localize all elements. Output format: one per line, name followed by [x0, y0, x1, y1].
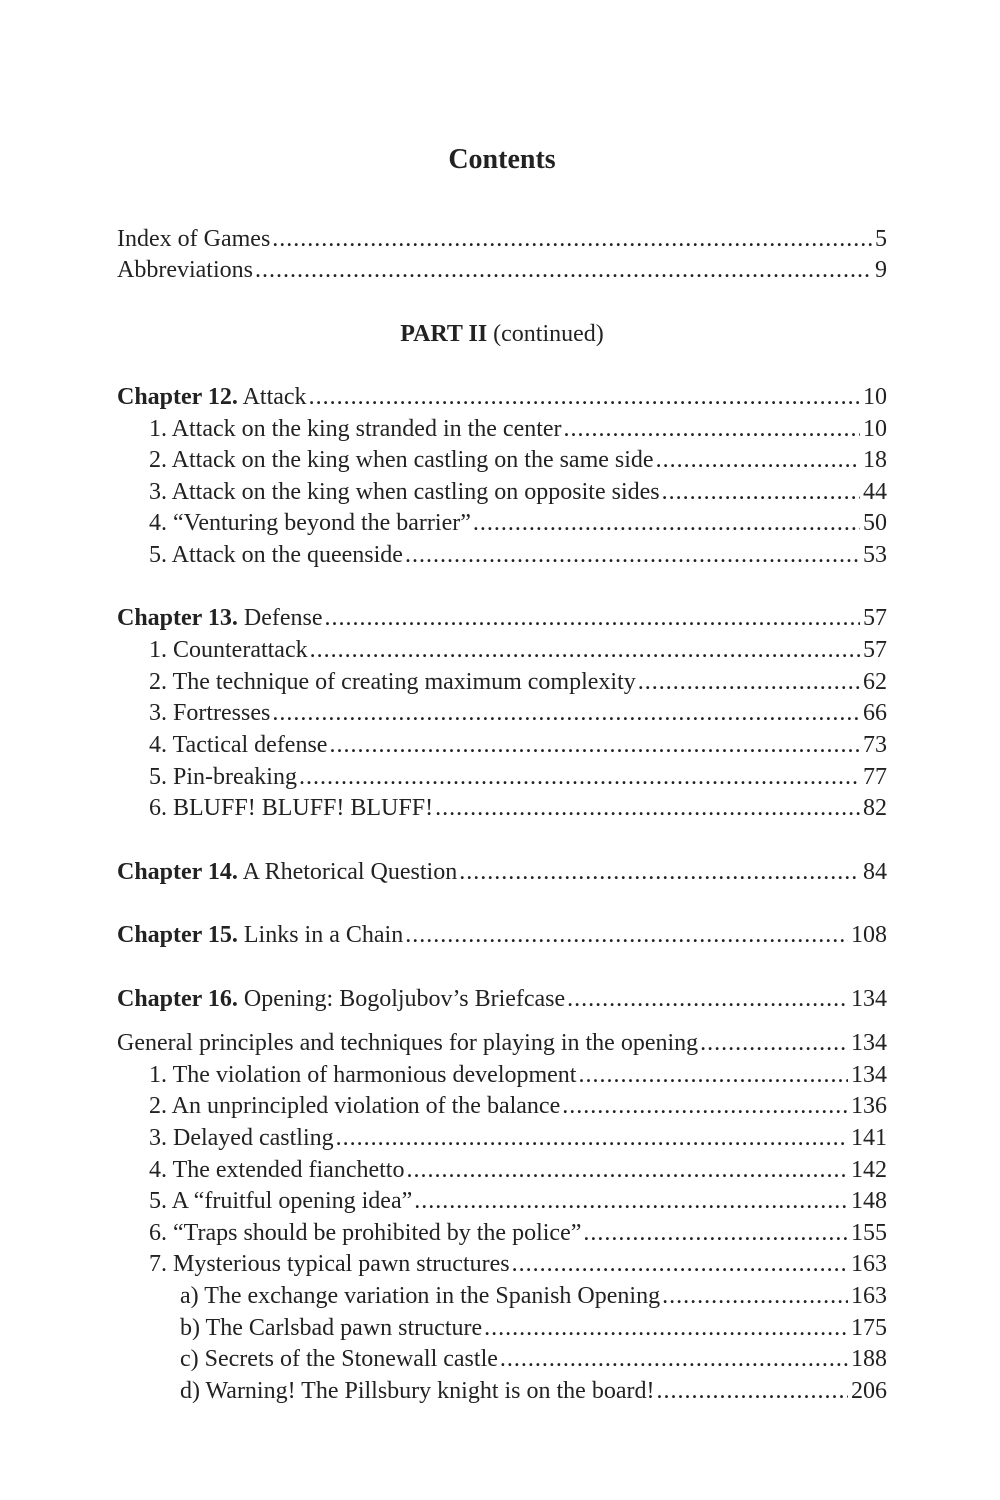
toc-page-number: 53 — [863, 542, 887, 568]
chapter-number: Chapter 12. — [117, 384, 238, 410]
toc-chapter-14[interactable] — [117, 856, 887, 888]
toc-section-label: 2. An unprincipled violation of the balance — [149, 1093, 561, 1119]
dot-leader — [414, 1185, 848, 1217]
toc-page-number: 141 — [851, 1125, 887, 1151]
toc-section[interactable] — [117, 444, 887, 476]
toc-entry-abbreviations[interactable] — [117, 254, 887, 286]
toc-chapter-label — [117, 602, 323, 634]
part-note: (continued) — [493, 321, 604, 347]
toc-subsection-label: c) Secrets of the Stonewall castle — [180, 1346, 498, 1372]
toc-section-label: 1. Attack on the king stranded in the center — [149, 416, 562, 442]
toc-section-label: 6. “Traps should be prohibited by the police” — [149, 1220, 582, 1246]
toc-page-number: 10 — [863, 416, 887, 442]
toc-section[interactable] — [117, 761, 887, 793]
toc-section-label: 4. “Venturing beyond the barrier” — [149, 510, 471, 536]
toc-chapter-label — [117, 856, 457, 888]
toc-chapter-13[interactable] — [117, 602, 887, 634]
toc-page-number: 206 — [851, 1378, 887, 1404]
toc-page-number: 9 — [875, 257, 887, 283]
toc-page-number: 163 — [851, 1283, 887, 1309]
toc-entry-label: Index of Games — [117, 226, 271, 252]
chapter-number: Chapter 13. — [117, 605, 238, 631]
chapter-number: Chapter 15. — [117, 922, 238, 948]
chapter-title: A Rhetorical Question — [242, 859, 458, 885]
toc-section[interactable] — [117, 413, 887, 445]
toc-section-label: 3. Fortresses — [149, 700, 271, 726]
toc-section[interactable] — [117, 666, 887, 698]
toc-page-number: 5 — [875, 226, 887, 252]
toc-section[interactable] — [117, 729, 887, 761]
dot-leader — [567, 983, 848, 1015]
toc-page-number: 155 — [851, 1220, 887, 1246]
toc-section-label: 1. Counterattack — [149, 637, 308, 663]
dot-leader — [562, 1090, 848, 1122]
dot-leader — [459, 856, 860, 888]
page-title: Contents — [448, 144, 556, 175]
toc-section[interactable] — [117, 792, 887, 824]
toc-page-number: 163 — [851, 1251, 887, 1277]
dot-leader — [512, 1248, 848, 1280]
toc-section[interactable] — [117, 507, 887, 539]
toc-entry-label: General principles and techniques for playing in the opening — [117, 1030, 699, 1056]
dot-leader — [299, 761, 860, 793]
toc-page-number: 84 — [863, 859, 887, 885]
toc-section[interactable] — [117, 1248, 887, 1280]
toc-page-number: 175 — [851, 1315, 887, 1341]
toc-subsection[interactable] — [117, 1280, 887, 1312]
toc-chapter-12[interactable] — [117, 381, 887, 413]
toc-page-number: 136 — [851, 1093, 887, 1119]
part-label: PART II — [400, 321, 488, 347]
dot-leader — [473, 507, 860, 539]
toc-section-label: 7. Mysterious typical pawn structures — [149, 1251, 510, 1277]
toc-chapter-label — [117, 381, 307, 413]
dot-leader — [272, 697, 860, 729]
toc-subsection-label: b) The Carlsbad pawn structure — [180, 1315, 483, 1341]
dot-leader — [272, 223, 872, 255]
toc-page-number: 134 — [851, 986, 887, 1012]
toc-subsection-label: a) The exchange variation in the Spanish Opening — [180, 1283, 661, 1309]
dot-leader — [484, 1312, 848, 1344]
contents-page — [117, 0, 887, 1500]
chapter-number: Chapter 14. — [117, 859, 238, 885]
toc-subsection[interactable] — [117, 1375, 887, 1407]
toc-page-number: 77 — [863, 764, 887, 790]
part-heading — [117, 318, 887, 350]
toc-section-label: 3. Delayed castling — [149, 1125, 334, 1151]
toc-section[interactable] — [117, 1090, 887, 1122]
toc-section[interactable] — [117, 1122, 887, 1154]
dot-leader — [310, 634, 860, 666]
toc-page-number: 73 — [863, 732, 887, 758]
dot-leader — [656, 1375, 848, 1407]
dot-leader — [638, 666, 860, 698]
chapter-title: Attack — [242, 384, 307, 410]
dot-leader — [405, 539, 860, 571]
toc-page-number: 188 — [851, 1346, 887, 1372]
toc-section-label: 5. Attack on the queenside — [149, 542, 403, 568]
toc-page-number: 57 — [863, 637, 887, 663]
toc-section-label: 5. A “fruitful opening idea” — [149, 1188, 413, 1214]
dot-leader — [405, 919, 848, 951]
dot-leader — [435, 792, 860, 824]
toc-subsection[interactable] — [117, 1343, 887, 1375]
dot-leader — [329, 729, 860, 761]
dot-leader — [255, 254, 872, 286]
toc-section-label: 3. Attack on the king when castling on opposite sides — [149, 479, 660, 505]
toc-entry-index-of-games[interactable] — [117, 223, 887, 255]
toc-section-label: 6. BLUFF! BLUFF! BLUFF! — [149, 795, 434, 821]
toc-page-number: 142 — [851, 1157, 887, 1183]
toc-section-label: 2. Attack on the king when castling on the same side — [149, 447, 654, 473]
toc-section[interactable] — [117, 1154, 887, 1186]
toc-entry-general-principles[interactable] — [117, 1027, 887, 1059]
toc-section[interactable] — [117, 1059, 887, 1091]
dot-leader — [500, 1343, 848, 1375]
toc-subsection-label: d) Warning! The Pillsbury knight is on the board! — [180, 1378, 655, 1404]
toc-chapter-16[interactable] — [117, 983, 887, 1015]
dot-leader — [656, 444, 860, 476]
toc-section[interactable] — [117, 634, 887, 666]
toc-page-number: 18 — [863, 447, 887, 473]
toc-chapter-label — [117, 983, 565, 1015]
toc-page-number: 148 — [851, 1188, 887, 1214]
toc-section-label: 1. The violation of harmonious development — [149, 1062, 577, 1088]
toc-section[interactable] — [117, 1217, 887, 1249]
chapter-title: Opening: Bogoljubov’s Briefcase — [243, 986, 566, 1012]
toc-entry-label: Abbreviations — [117, 257, 253, 283]
toc-section[interactable] — [117, 476, 887, 508]
chapter-title: Links in a Chain — [243, 922, 404, 948]
toc-section[interactable] — [117, 539, 887, 571]
toc-page-number: 57 — [863, 605, 887, 631]
toc-section-label: 4. Tactical defense — [149, 732, 328, 758]
toc-section-label: 2. The technique of creating maximum complexity — [149, 669, 636, 695]
toc-page-number: 10 — [863, 384, 887, 410]
dot-leader — [336, 1122, 848, 1154]
toc-section[interactable] — [117, 697, 887, 729]
dot-leader — [700, 1027, 848, 1059]
toc-page-number: 66 — [863, 700, 887, 726]
toc-subsection[interactable] — [117, 1312, 887, 1344]
toc-section-label: 4. The extended fianchetto — [149, 1157, 405, 1183]
toc-page-number: 108 — [851, 922, 887, 948]
dot-leader — [583, 1217, 848, 1249]
chapter-number: Chapter 16. — [117, 986, 238, 1012]
toc-page-number: 50 — [863, 510, 887, 536]
toc-page-number: 62 — [863, 669, 887, 695]
chapter-title: Defense — [243, 605, 323, 631]
toc-chapter-label — [117, 919, 403, 951]
toc-page-number: 134 — [851, 1062, 887, 1088]
toc-chapter-15[interactable] — [117, 919, 887, 951]
toc-section-label: 5. Pin-breaking — [149, 764, 297, 790]
dot-leader — [578, 1059, 848, 1091]
toc-section[interactable] — [117, 1185, 887, 1217]
dot-leader — [309, 381, 860, 413]
dot-leader — [325, 602, 860, 634]
toc-page-number: 82 — [863, 795, 887, 821]
dot-leader — [406, 1154, 848, 1186]
dot-leader — [564, 413, 860, 445]
toc-page-number: 134 — [851, 1030, 887, 1056]
dot-leader — [662, 1280, 848, 1312]
dot-leader — [662, 476, 860, 508]
toc-page-number: 44 — [863, 479, 887, 505]
